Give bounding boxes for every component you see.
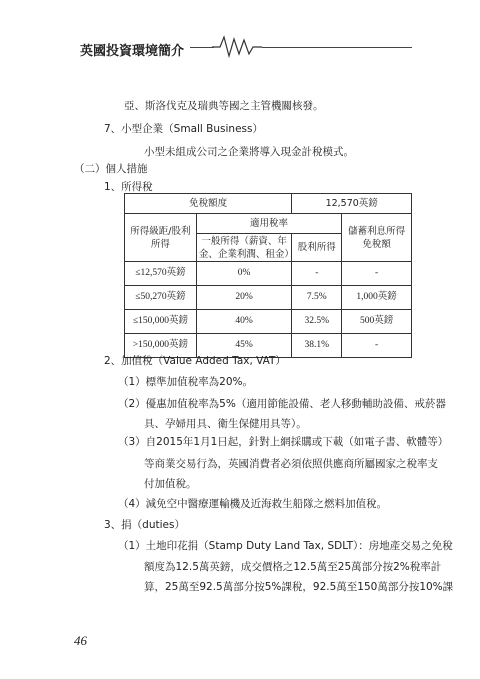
paragraph-line: 小型未組成公司之企業將導入現金計稅模式。 [144,146,354,158]
header-rule-right [262,47,412,48]
page-number: 46 [74,633,87,648]
list-item: （2）優惠加值稅率為5%（適用節能設備、老人移動輔助設備、戒菸器 [118,398,446,410]
list-item-continuation: 額度為12.5萬英鎊，成交價格之12.5萬至25萬部分按2%稅率計 [144,561,442,573]
section-heading: 2、加值稅（Value Added Tax, VAT） [104,355,286,367]
section-heading: 7、小型企業（Small Business） [104,123,263,135]
section-heading: 1、所得稅 [104,181,153,193]
list-item: （1）土地印花捐（Stamp Duty Land Tax, SDLT）：房地產交易之免稅 [118,540,453,552]
paragraph-line: 亞、斯洛伐克及瑞典等國之主管機關核發。 [124,100,324,112]
table-cell: 40% [196,310,292,334]
list-item-continuation: 具、孕婦用具、衛生保健用具等）。 [144,418,307,430]
heartbeat-wave-icon [212,34,262,60]
table-cell: 7.5% [292,286,342,310]
section-heading: （二）個人措施 [74,163,148,175]
dividend-header: 股利所得 [292,234,342,262]
list-item-continuation: 付加值稅。 [144,478,197,490]
table-cell: - [292,262,342,286]
header-title: 英國投資環境簡介 [80,44,185,59]
list-item-continuation: 等商業交易行為，英國消費者必須依照供應商所屬國家之稅率支 [144,458,438,470]
table-cell: 1,000英鎊 [342,286,412,310]
table-cell: 0% [196,262,292,286]
table-cell: >150,000英鎊 [125,334,197,358]
allowance-value: 12,570英鎊 [292,194,412,214]
list-item-continuation: 算，25萬至92.5萬部分按5%課稅，92.5萬至150萬部分按10%課 [144,581,454,593]
table-cell: ≤150,000英鎊 [125,310,197,334]
list-item: （4）減免空中醫療運輸機及近海救生船隊之燃料加值稅。 [118,498,388,510]
list-item: （1）標準加值稅率為20%。 [118,376,254,388]
income-tax-table [124,193,412,358]
table-cell: 20% [196,286,292,310]
allowance-label: 免稅額度 [125,194,292,214]
table-cell: 32.5% [292,310,342,334]
section-heading: 3、捐（duties） [104,519,185,531]
table-cell: - [342,262,412,286]
table-cell: ≤12,570英鎊 [125,262,197,286]
header-rule-left [190,47,214,48]
savings-header: 儲蓄利息所得免稅額 [342,214,412,262]
bracket-header: 所得級距/股利所得 [125,214,197,262]
table-cell: 500英鎊 [342,310,412,334]
rate-header: 適用稅率 [196,214,341,234]
general-header: 一般所得（薪資、年金、企業利潤、租金） [196,234,292,262]
table-cell: ≤50,270英鎊 [125,286,197,310]
table-cell: 38.1% [292,334,342,358]
table-cell: 45% [196,334,292,358]
list-item: （3）自2015年1月1日起，針對上網採購或下載（如電子書、軟體等） [118,436,449,448]
table-cell: - [342,334,412,358]
